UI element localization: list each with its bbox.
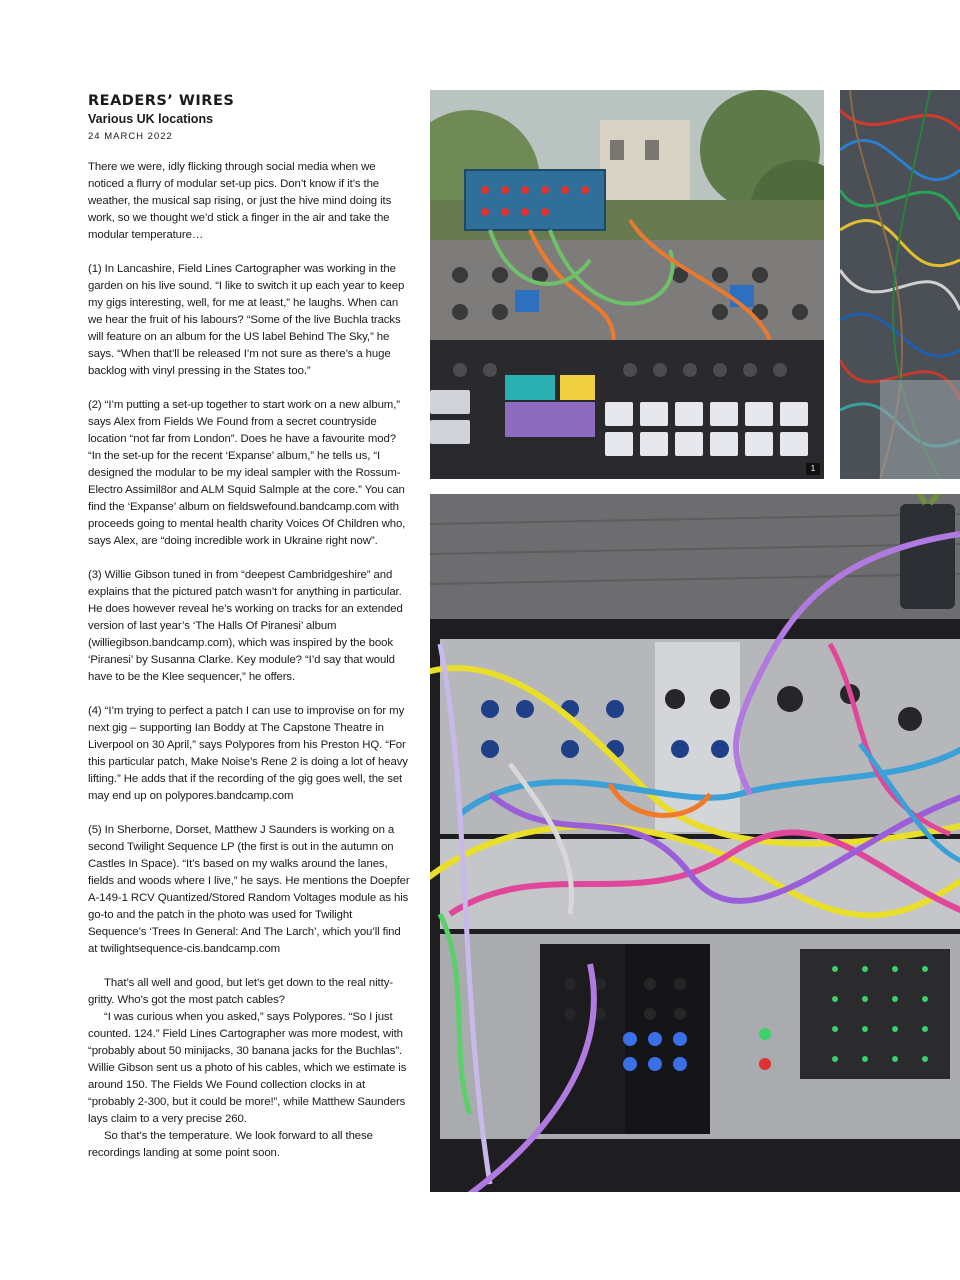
article-title: READERS’ WIRES <box>88 93 235 109</box>
paragraph-4: (4) “I’m trying to perfect a patch I can use to improvise on for my next gig – supporting Ian Boddy at The Capstone Theatre in Liverpool on 30 April,” says Polypores from his Preston HQ. “For this particular patch, Make Noise’s Rene 2 is doing a lot of heavy lifting.” He adds that if the recording of the gig goes well, the set may end up on polypores.bandcamp.com <box>88 705 408 802</box>
paragraph-5: (5) In Sherborne, Dorset, Matthew J Saunders is working on a second Twilight Sequence LP (the first is out in the autumn on Castles In Space). “It’s based on my walks around the lanes, fields and woods where I live,” he says. He mentions the Doepfer A-149-1 RCV Quantized/Stored Random Voltages module as his go-to and the patch in the photo was used for Twilight Sequence’s ‘Trees In General: And The Larch’, which you’ll find at twilightsequence-cis.bandcamp.com <box>88 824 410 955</box>
photo-number-badge: 1 <box>806 463 820 475</box>
paragraph-2: (2) “I’m putting a set-up together to start work on a new album,” says Alex from Fields We Found from a secret countryside location “not far from London”. Does he have a favourite mod? “In the set-up for the recent ‘Expanse’ album,” he tells us, “I designed the modular to be my ideal sampler with the Rossum-Electro Assimil8or and ALM Squid Salmple at the core.” You can find the ‘Expanse’ album on fieldswefound.bandcamp.com with proceeds going to mental health charity Voices Of Children who, says Alex, are “doing incredible work in Ukraine right now”. <box>88 399 406 547</box>
article-location: Various UK locations <box>88 112 214 126</box>
photo-garden-modular-illustration <box>430 90 824 479</box>
paragraph-3: (3) Willie Gibson tuned in from “deepest Cambridgeshire” and explains that the pictured patch wasn’t for anything in particular. He does however reveal he’s working on tracks for an extended version of last year’s ‘The Halls Of Piranesi’ album (williegibson.bandcamp.com), which was inspired by the book ‘Piranesi’ by Susanna Clarke. Key module? “I’d say that would have to be the Klee sequencer,” he offers. <box>88 569 403 683</box>
article-column <box>88 92 410 1162</box>
article-body <box>88 159 410 1162</box>
photo-garden-modular <box>430 90 824 479</box>
article-date: 24 MARCH 2022 <box>88 131 173 142</box>
paragraph-1: (1) In Lancashire, Field Lines Cartographer was working in the garden on his live sound. “I like to switch it up each year to keep my gigs interesting, well, for me at least,” he laughs. When can we hear the fruit of his labours? “Some of the live Buchla tracks will feature on an album for the US label Behind The Sky,” he says. “When that’ll be released I’m not sure as there’s a huge backlog with vinyl pressing in the States too.” <box>88 263 405 377</box>
photo-eurorack-system-illustration <box>430 494 960 1192</box>
paragraph-cables-answers: “I was curious when you asked,” says Polypores. “So I just counted. 124.” Field Lines Cartographer was more modest, with “probably about 50 minijacks, 30 banana jacks for the Buchlas”. Willie Gibson sent us a photo of his cables, which we estimate is around 150. The Fields We Found collection clocks in at “probably 2-300, but it could be more!”, while Matthew Saunders lays claim to a very precise 260. <box>88 1011 407 1125</box>
photo-patch-cables <box>840 90 960 479</box>
paragraph-cables-question: That’s all well and good, but let’s get down to the real nitty-gritty. Who’s got the most patch cables? <box>88 977 393 1006</box>
paragraph-intro: There we were, idly flicking through social media when we noticed a flurry of modular set-up pics. Don’t know if it’s the weather, the musical sap rising, or just the hive mind doing its work, so we thought we’d stick a finger in the air and take the modular temperature… <box>88 161 392 241</box>
photo-patch-cables-illustration <box>840 90 960 479</box>
paragraph-closing: So that’s the temperature. We look forward to all these recordings landing at some point soon. <box>88 1130 373 1159</box>
photo-eurorack-system <box>430 494 960 1192</box>
